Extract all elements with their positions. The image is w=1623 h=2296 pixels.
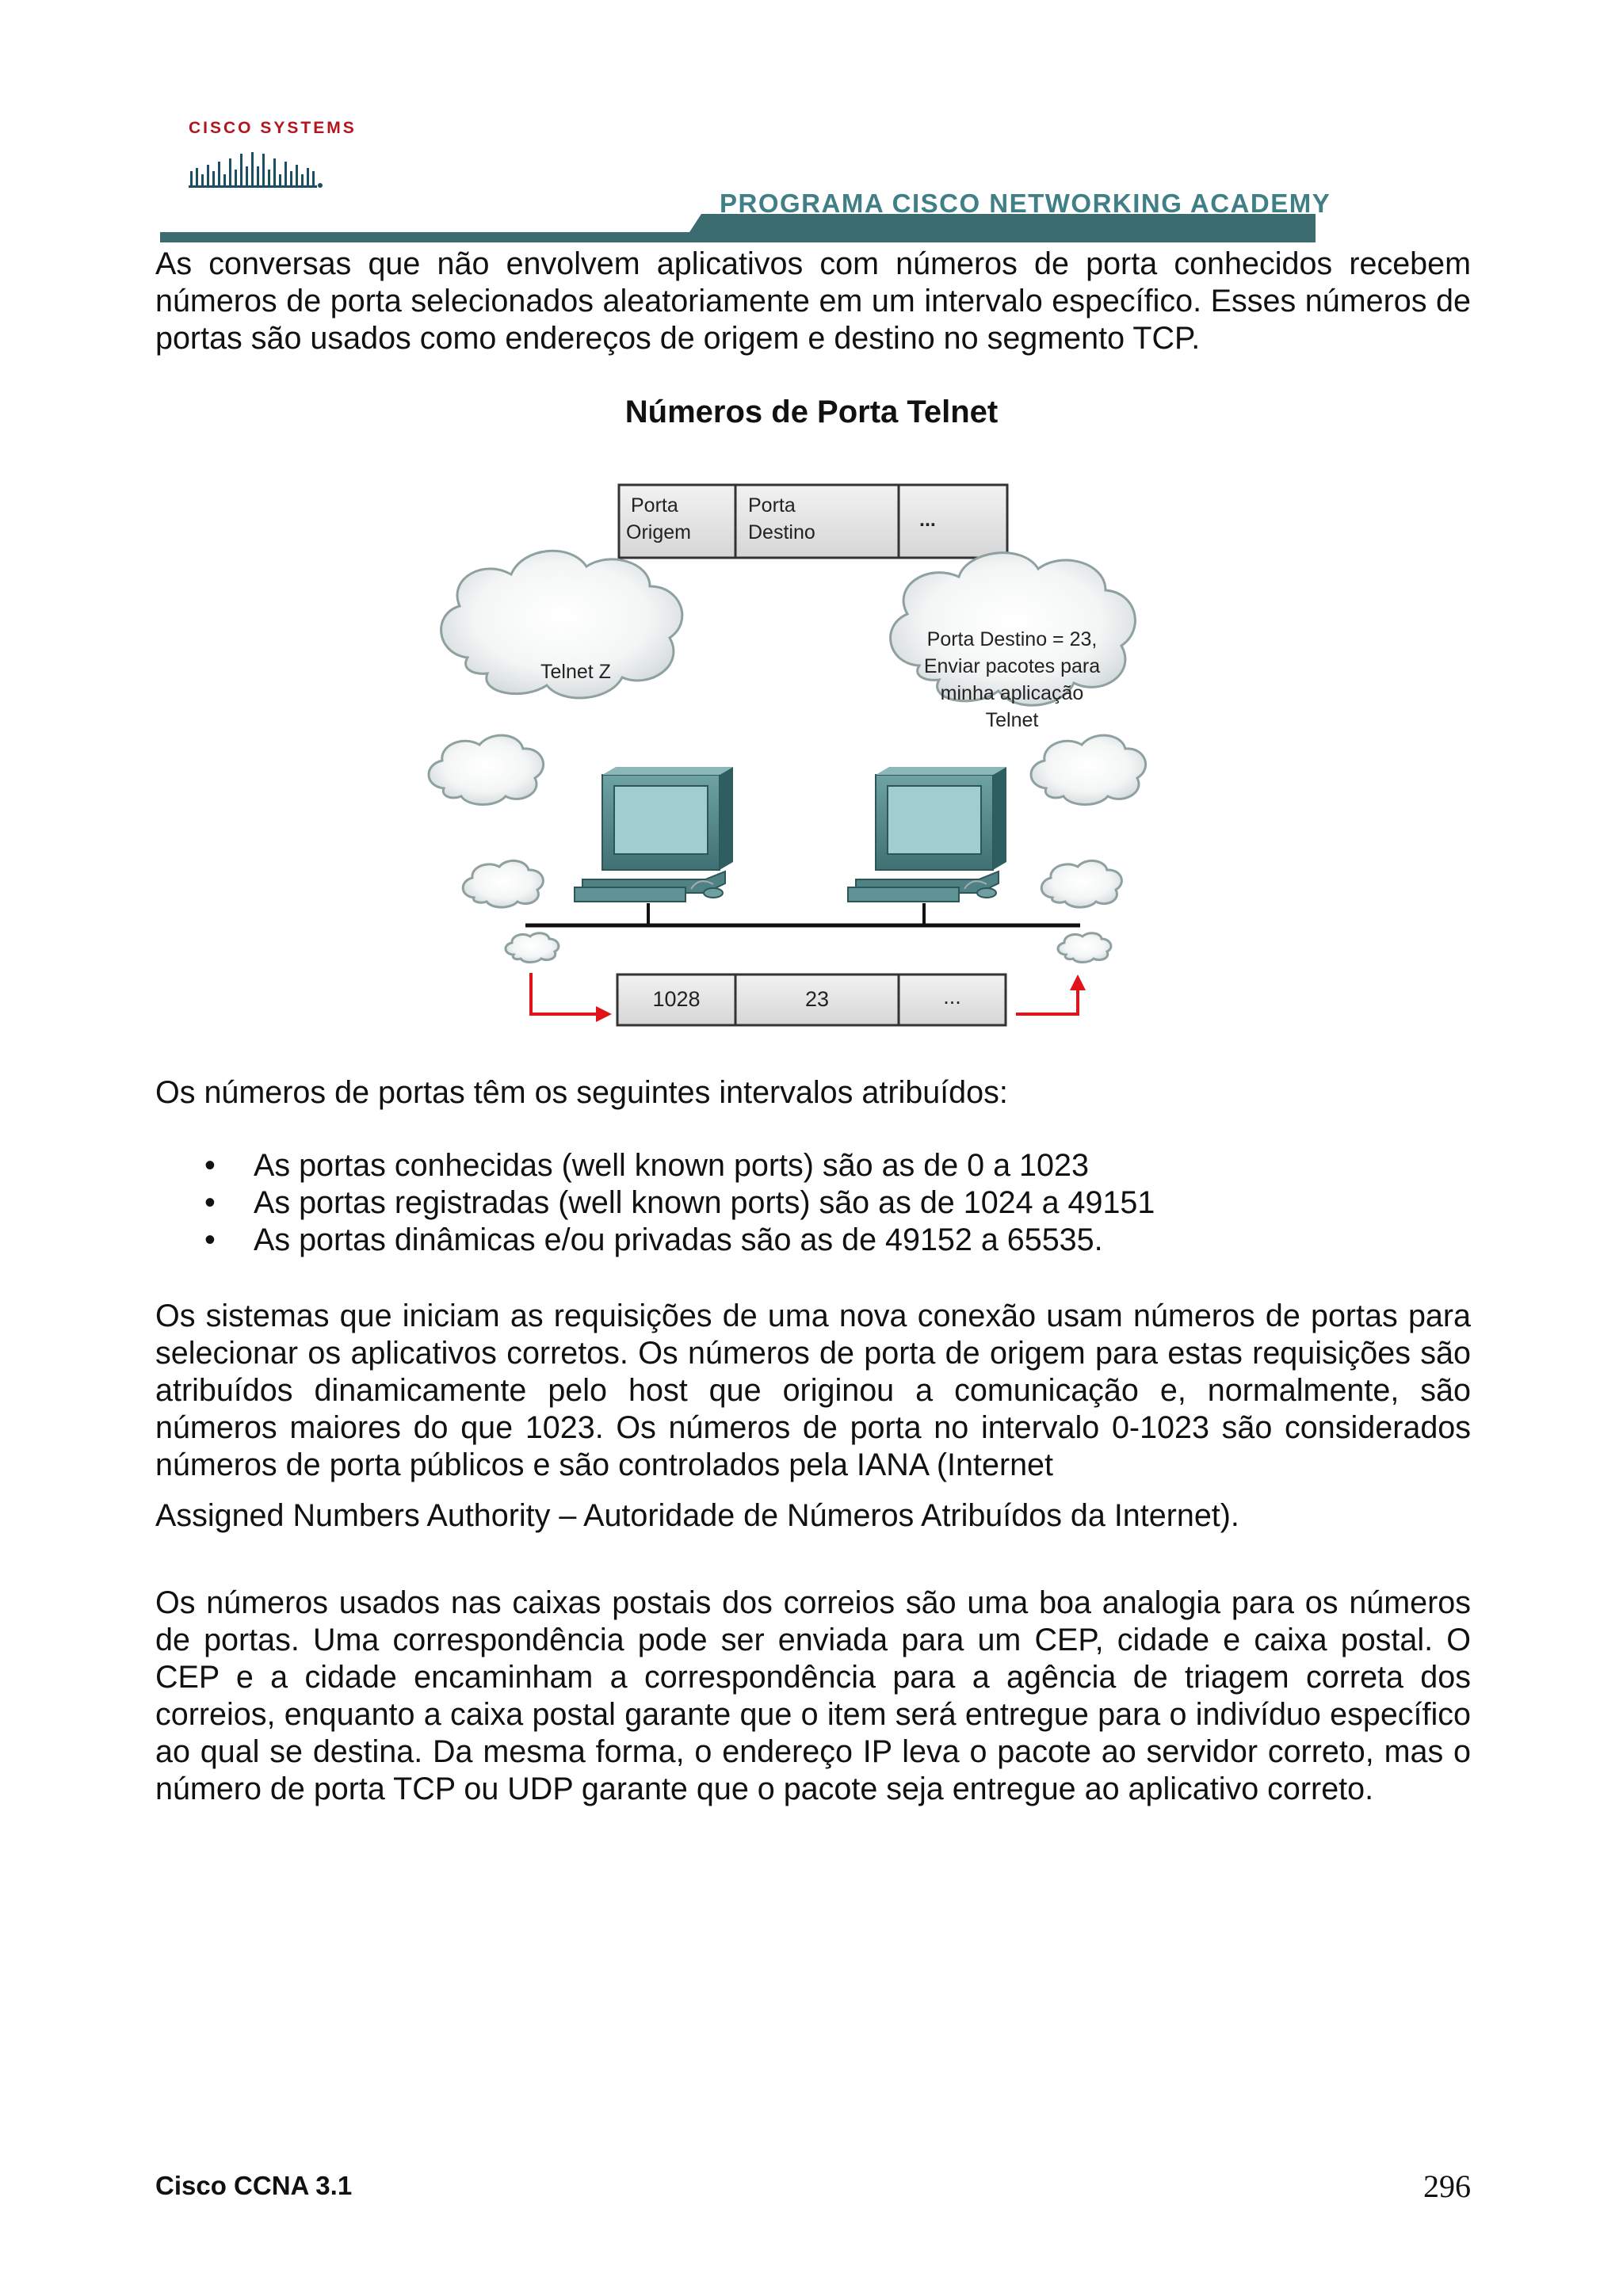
header-more-label: ... (919, 509, 936, 531)
page-number: 296 (1423, 2168, 1471, 2204)
list-item (155, 1147, 1471, 1184)
list-item (155, 1184, 1471, 1222)
left-medium-cloud (429, 735, 544, 804)
header-src-label-1: Porta (631, 494, 678, 517)
figure-title: Números de Porta Telnet (624, 395, 999, 429)
intro-paragraph: As conversas que não envolvem aplicativos com números de porta conhecidos recebem números de porta selecionados aleatoriamente em um intervalo específico. Esses números de portas são usados como endereços de origem e destino no segmento TCP. (155, 246, 1471, 356)
right-computer-icon (848, 767, 1006, 902)
segment-src-port: 1028 (652, 987, 701, 1011)
segment-dst-port: 23 (804, 987, 830, 1011)
right-cloud-line-4: Telnet (985, 709, 1039, 731)
list-item-text: As portas dinâmicas e/ou privadas são as de 49152 a 65535. (254, 1222, 1103, 1257)
header-dst-label-2: Destino (748, 521, 815, 543)
list-item-text: As portas conhecidas (well known ports) são as de 0 a 1023 (254, 1148, 1089, 1183)
mail-analogy-paragraph: Os números usados nas caixas postais dos correios são uma boa analogia para os números de portas. Uma correspondência pode ser enviada para um CEP, cidade e caixa postal. O CEP e a cidade encaminham a correspondência para a agência de triagem correta dos correios, enquanto a caixa postal garante que o item será entregue para o indivíduo específico ao qual se destina. Da mesma forma, o endereço IP leva o pacote ao servidor correto, mas o número de porta TCP ou UDP garante que o pacote seja entregue ao aplicativo correto. (155, 1585, 1471, 1806)
list-item (155, 1222, 1471, 1259)
systems-paragraph: Os sistemas que iniciam as requisições de uma nova conexão usam números de portas para selecionar os aplicativos corretos. Os números de porta de origem para estas requisições são atribuídos dinamicamente pelo host que originou a comunicação e, normalmente, são números maiores do que 1023. Os números de porta no intervalo 0-1023 são considerados números de porta públicos e são controlados pela IANA (Internet (155, 1299, 1471, 1482)
cisco-logo (189, 119, 357, 138)
left-small-cloud (463, 860, 543, 907)
diagram-graphics (412, 475, 1205, 1030)
right-cloud-line-2: Enviar pacotes para (923, 655, 1101, 677)
logo-wordmark: CISCO SYSTEMS (189, 119, 357, 137)
bullet-icon: • (204, 1148, 216, 1183)
port-ranges-list (155, 1147, 1471, 1259)
left-computer-icon (575, 767, 733, 902)
header-src-label-2: Origem (626, 521, 691, 543)
cisco-bridge-icon (189, 151, 323, 189)
header-dst-label-1: Porta (748, 494, 796, 517)
right-small-cloud (1041, 860, 1121, 907)
right-medium-cloud (1031, 735, 1146, 804)
telnet-port-diagram (412, 475, 1205, 1030)
left-tiny-cloud (506, 933, 559, 963)
systems-paragraph-tail: Assigned Numbers Authority – Autoridade de Números Atribuídos da Internet). (155, 1498, 1239, 1533)
bullet-icon: • (204, 1222, 216, 1257)
ranges-intro: Os números de portas têm os seguintes intervalos atribuídos: (155, 1075, 1008, 1110)
right-cloud-label (905, 626, 1119, 734)
list-item-text: As portas registradas (well known ports) são as de 1024 a 49151 (254, 1185, 1155, 1220)
right-tiny-cloud (1058, 933, 1111, 963)
academy-title: PROGRAMA CISCO NETWORKING ACADEMY (720, 189, 1331, 218)
bullet-icon: • (204, 1185, 216, 1220)
footer-course: Cisco CCNA 3.1 (155, 2171, 353, 2200)
segment-more: ... (943, 985, 961, 1009)
left-cloud-label: Telnet Z (540, 661, 611, 683)
right-cloud-line-1: Porta Destino = 23, (926, 628, 1098, 650)
right-cloud-line-3: minha aplicação (940, 682, 1084, 704)
